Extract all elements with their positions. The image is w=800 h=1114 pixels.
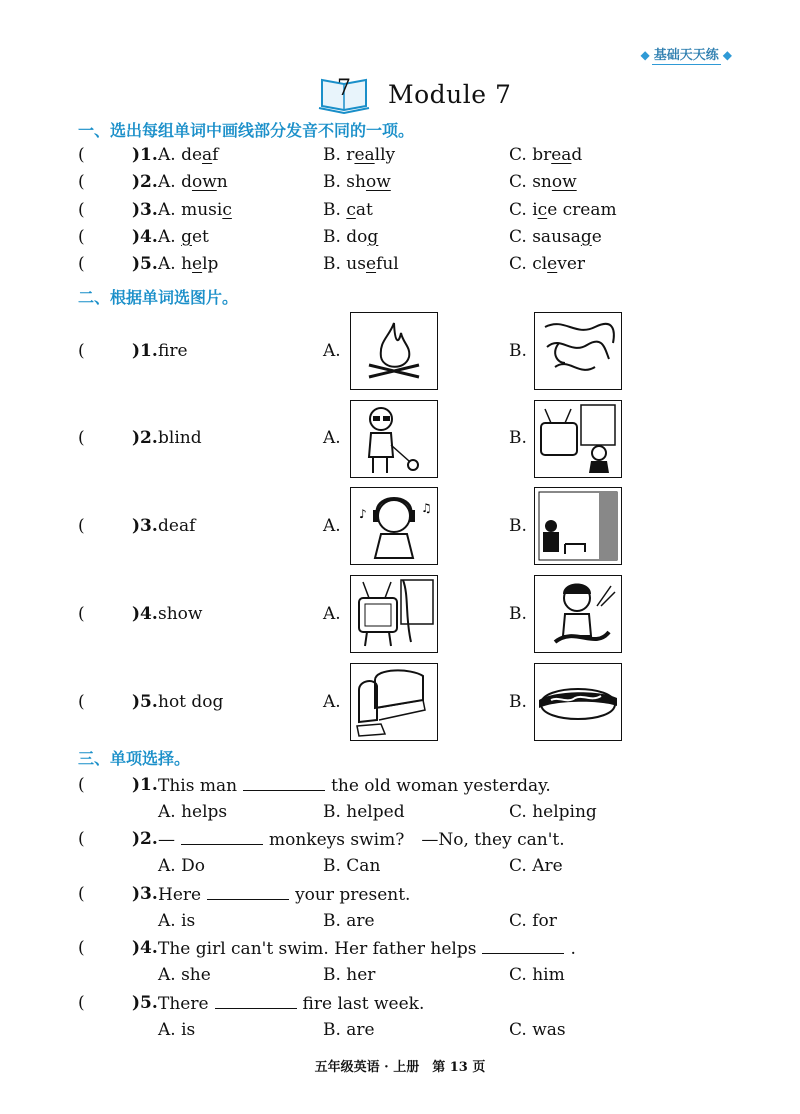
svg-text:♪: ♪: [359, 507, 367, 521]
underlined-letters: e: [365, 254, 377, 274]
stem-text: fire last week.: [302, 994, 425, 1014]
option-text: A.: [158, 227, 182, 247]
option-text: C. sn: [509, 172, 552, 192]
stem-text: your present.: [295, 885, 411, 905]
option-b-label: B.: [509, 341, 527, 361]
question-stem: [158, 772, 551, 799]
phonics-question: [78, 197, 758, 223]
underlined-letters: c: [537, 200, 548, 220]
series-tag-label: 基础天天练: [652, 44, 721, 65]
option-text: n: [216, 172, 228, 192]
option-text: C. cl: [509, 254, 548, 274]
option-text: ful: [376, 254, 399, 274]
section2-title: 二、根据单词选图片。: [78, 288, 239, 307]
module-title: Module 7: [388, 79, 512, 109]
choice-options: [78, 908, 758, 934]
option-b[interactable]: B. her: [323, 965, 376, 985]
question-number: )1.: [132, 145, 158, 165]
underlined-letters: ow: [551, 172, 577, 192]
option-a[interactable]: A. helps: [158, 802, 228, 822]
option-text: B.: [323, 200, 347, 220]
option-text: et: [191, 227, 209, 247]
tv-girl-picture[interactable]: [534, 400, 622, 478]
answer-bracket[interactable]: (: [78, 604, 85, 624]
diamond-icon: ◆: [640, 47, 650, 62]
question-stem: [158, 935, 576, 962]
answer-bracket[interactable]: (: [78, 692, 85, 712]
stem-text: .: [570, 939, 576, 959]
underlined-letters: e: [547, 254, 558, 274]
question-number: )5.: [132, 254, 158, 274]
question-number: )3.: [132, 200, 158, 220]
option-c[interactable]: [509, 251, 585, 277]
option-a[interactable]: [158, 169, 228, 195]
answer-bracket[interactable]: (: [78, 428, 85, 448]
answer-bracket[interactable]: (: [78, 938, 85, 958]
option-text: ver: [557, 254, 586, 274]
answer-bracket[interactable]: (: [78, 172, 85, 192]
option-text: e: [591, 227, 602, 247]
option-text: at: [355, 200, 373, 220]
stem-text: —: [158, 830, 175, 850]
bread-picture[interactable]: [350, 663, 438, 741]
option-a-label: A.: [323, 516, 341, 536]
question-word: show: [158, 604, 203, 624]
option-c[interactable]: C. him: [509, 965, 565, 985]
answer-bracket[interactable]: (: [78, 829, 85, 849]
option-b[interactable]: B. are: [323, 911, 375, 931]
girl-headphones-picture[interactable]: [350, 487, 438, 565]
choice-question: [78, 935, 758, 961]
choice-options: [78, 1017, 758, 1043]
fire-picture[interactable]: [350, 312, 438, 390]
svg-text:♫: ♫: [421, 501, 432, 515]
phonics-question: [78, 142, 758, 168]
stem-text: This man: [158, 776, 238, 796]
option-b[interactable]: [323, 142, 395, 168]
question-number: )2.: [132, 428, 158, 448]
option-text: d: [571, 145, 583, 165]
answer-blank[interactable]: [243, 772, 325, 791]
option-b[interactable]: B. Can: [323, 856, 381, 876]
phonics-question: [78, 169, 758, 195]
question-number: )5.: [132, 692, 158, 712]
option-a[interactable]: A. is: [158, 911, 196, 931]
option-text: lp: [202, 254, 219, 274]
module-header: [318, 74, 511, 114]
option-b-label: B.: [509, 428, 527, 448]
choice-options: [78, 799, 758, 825]
option-c[interactable]: C. helping: [509, 802, 597, 822]
question-number: )1.: [132, 341, 158, 361]
option-a[interactable]: [158, 251, 218, 277]
option-text: C. i: [509, 200, 538, 220]
question-word: deaf: [158, 516, 196, 536]
underlined-letters: a: [202, 145, 213, 165]
hotdog-picture[interactable]: [534, 663, 622, 741]
underlined-letters: g: [580, 227, 592, 247]
answer-bracket[interactable]: (: [78, 227, 85, 247]
stem-text: the old woman yesterday.: [331, 776, 551, 796]
option-c[interactable]: C. Are: [509, 856, 563, 876]
option-c[interactable]: C. was: [509, 1020, 566, 1040]
option-a[interactable]: [158, 142, 218, 168]
option-b[interactable]: [323, 251, 399, 277]
underlined-letters: g: [367, 227, 379, 247]
choice-question: [78, 990, 758, 1016]
option-b-label: B.: [509, 692, 527, 712]
phonics-question: [78, 251, 758, 277]
firefighter-picture[interactable]: [534, 575, 622, 653]
option-a-label: A.: [323, 341, 341, 361]
answer-bracket[interactable]: (: [78, 145, 85, 165]
option-b[interactable]: [323, 197, 373, 223]
option-a-label: A.: [323, 428, 341, 448]
question-word: fire: [158, 341, 188, 361]
option-text: lly: [374, 145, 396, 165]
question-number: )2.: [132, 172, 158, 192]
tv-show-picture[interactable]: [350, 575, 438, 653]
answer-bracket[interactable]: (: [78, 516, 85, 536]
underlined-letters: c: [222, 200, 232, 220]
option-text: f: [212, 145, 219, 165]
question-word: blind: [158, 428, 202, 448]
underlined-letters: c: [346, 200, 356, 220]
option-b[interactable]: [323, 169, 391, 195]
option-a[interactable]: A. she: [158, 965, 211, 985]
option-text: A. d: [158, 172, 192, 192]
answer-blank[interactable]: [207, 881, 289, 900]
underlined-letters: e: [192, 254, 203, 274]
option-text: B. us: [323, 254, 366, 274]
question-stem: [158, 990, 424, 1017]
choice-question: [78, 826, 758, 852]
answer-bracket[interactable]: (: [78, 341, 85, 361]
section3-title: 三、单项选择。: [78, 749, 191, 768]
underlined-letters: g: [181, 227, 192, 247]
dog-door-picture[interactable]: [534, 487, 622, 565]
option-b-label: B.: [509, 604, 527, 624]
answer-blank[interactable]: [482, 935, 564, 954]
option-text: C. sausa: [509, 227, 581, 247]
page-footer: 五年级英语 · 上册 第 13 页: [314, 1060, 486, 1075]
choice-options: [78, 853, 758, 879]
stem-text: The girl can't swim. Her father helps: [158, 939, 477, 959]
option-a-label: A.: [323, 604, 341, 624]
option-a-label: A.: [323, 692, 341, 712]
unit-number: 7: [337, 76, 351, 101]
stem-text: Here: [158, 885, 202, 905]
question-number: )3.: [132, 516, 158, 536]
option-c[interactable]: [509, 169, 577, 195]
option-c[interactable]: [509, 224, 602, 250]
underlined-letters: ea: [354, 145, 375, 165]
option-text: A. musi: [158, 200, 223, 220]
option-a[interactable]: A. is: [158, 1020, 196, 1040]
option-a[interactable]: [158, 224, 209, 250]
answer-blank[interactable]: [181, 826, 263, 845]
option-a[interactable]: A. Do: [158, 856, 205, 876]
underlined-letters: ow: [365, 172, 391, 192]
answer-bracket[interactable]: (: [78, 993, 85, 1013]
stem-text: There: [158, 994, 209, 1014]
section1-title: 一、选出每组单词中画线部分发音不同的一项。: [78, 121, 415, 140]
option-b[interactable]: [323, 224, 378, 250]
option-text: B. r: [323, 145, 355, 165]
question-number: )3.: [132, 884, 158, 904]
option-c[interactable]: [509, 142, 582, 168]
question-stem: [158, 826, 565, 853]
option-text: B. do: [323, 227, 368, 247]
option-a[interactable]: [158, 197, 232, 223]
option-text: e cream: [547, 200, 617, 220]
choice-question: [78, 772, 758, 798]
option-text: C. br: [509, 145, 552, 165]
question-number: )4.: [132, 938, 158, 958]
question-number: )4.: [132, 227, 158, 247]
wind-picture[interactable]: [534, 312, 622, 390]
option-c[interactable]: C. for: [509, 911, 557, 931]
question-number: )2.: [132, 829, 158, 849]
option-b[interactable]: B. helped: [323, 802, 405, 822]
option-text: A. de: [158, 145, 203, 165]
underlined-letters: ow: [191, 172, 217, 192]
answer-bracket[interactable]: (: [78, 884, 85, 904]
option-b[interactable]: B. are: [323, 1020, 375, 1040]
question-word: hot dog: [158, 692, 224, 712]
choice-options: [78, 962, 758, 988]
option-text: B. sh: [323, 172, 366, 192]
question-number: )1.: [132, 775, 158, 795]
answer-bracket[interactable]: (: [78, 254, 85, 274]
book-icon: [318, 74, 370, 114]
underlined-letters: ea: [551, 145, 572, 165]
question-number: )4.: [132, 604, 158, 624]
option-text: A. h: [158, 254, 193, 274]
question-number: )5.: [132, 993, 158, 1013]
option-b-label: B.: [509, 516, 527, 536]
answer-blank[interactable]: [215, 990, 297, 1009]
series-tag: [641, 44, 732, 65]
blind-man-picture[interactable]: [350, 400, 438, 478]
answer-bracket[interactable]: (: [78, 200, 85, 220]
choice-question: [78, 881, 758, 907]
question-stem: [158, 881, 410, 908]
phonics-question: [78, 224, 758, 250]
answer-bracket[interactable]: (: [78, 775, 85, 795]
stem-text: monkeys swim? —No, they can't.: [269, 830, 565, 850]
diamond-icon: ◆: [722, 47, 732, 62]
option-c[interactable]: [509, 197, 617, 223]
